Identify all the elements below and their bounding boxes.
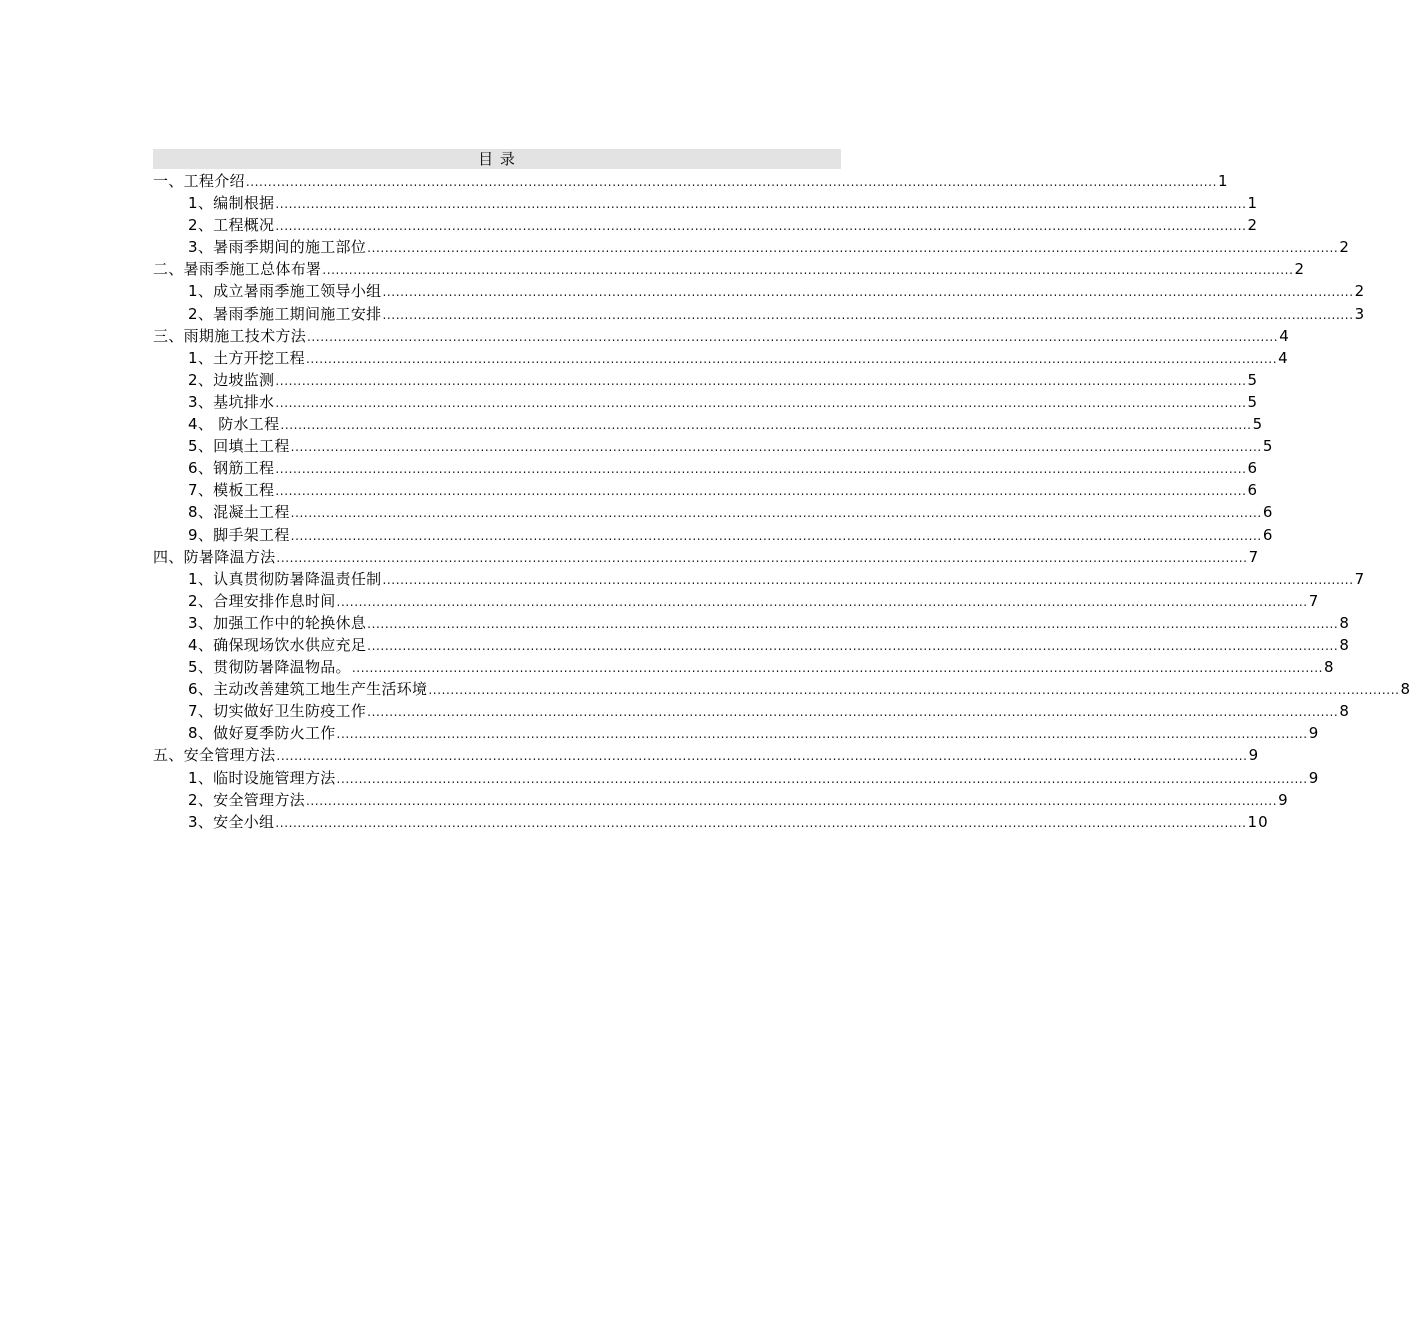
- toc-subsection-entry[interactable]: [153, 722, 1320, 744]
- toc-entry-page-number: 8: [1324, 658, 1335, 677]
- toc-entry-page-number: 2: [1339, 238, 1350, 257]
- toc-entry-label: 2、边坡监测: [188, 370, 275, 389]
- toc-entry-page-number: 1: [1218, 172, 1229, 190]
- toc-entry-page-number: 7: [1308, 591, 1320, 610]
- toc-dot-leader: ............................................................................................................................................................................................................................: [382, 307, 1354, 322]
- toc-subsection-entry[interactable]: [153, 214, 1259, 236]
- toc-entry-label: 1、土方开挖工程: [188, 348, 305, 367]
- toc-dot-leader: ............................................................................................................................................................................................................................: [367, 616, 1339, 631]
- toc-entry-label: 4、确保现场饮水供应充足: [188, 635, 367, 654]
- toc-subsection-entry[interactable]: [153, 811, 1269, 833]
- toc-subsection-entry[interactable]: [153, 568, 1366, 590]
- toc-subsection-entry[interactable]: [153, 767, 1320, 789]
- toc-subsection-entry[interactable]: [153, 634, 1350, 656]
- toc-entry-label: 4、 防水工程: [188, 415, 280, 434]
- toc-entry-page-number: 4: [1278, 348, 1289, 367]
- toc-entry-label: 6、钢筋工程: [188, 459, 275, 478]
- toc-entry-page-number: 6: [1247, 459, 1259, 478]
- toc-entry-label: 3、安全小组: [188, 812, 275, 831]
- toc-dot-leader: ............................................................................................................................................................................................................................: [367, 638, 1339, 653]
- toc-entry-page-number: 9: [1248, 746, 1260, 765]
- toc-dot-leader: ............................................................................................................................................................................................................................: [275, 373, 1247, 388]
- toc-entry-page-number: 5: [1262, 437, 1274, 456]
- toc-entry-label: 2、暑雨季施工期间施工安排: [188, 304, 382, 323]
- toc-entry-page-number: 7: [1248, 547, 1260, 566]
- toc-dot-leader: ............................................................................................................................................................................................................................: [290, 440, 1262, 455]
- toc-entry-page-number: 10: [1247, 812, 1269, 831]
- toc-subsection-entry[interactable]: [153, 479, 1259, 501]
- toc-dot-leader: ............................................................................................................................................................................................................................: [382, 285, 1354, 300]
- toc-dot-leader: ............................................................................................................................................................................................................................: [336, 727, 1308, 742]
- toc-entry-label: 2、合理安排作息时间: [188, 591, 336, 610]
- toc-entry-label: 3、基坑排水: [188, 392, 275, 411]
- toc-subsection-entry[interactable]: [153, 236, 1350, 258]
- toc-subsection-entry[interactable]: [153, 457, 1259, 479]
- toc-dot-leader: ............................................................................................................................................................................................................................: [336, 771, 1308, 786]
- toc-entry-page-number: 5: [1252, 415, 1264, 434]
- toc-entry-page-number: 2: [1354, 282, 1366, 301]
- toc-entry-label: 五、安全管理方法: [153, 746, 276, 765]
- toc-dot-leader: ............................................................................................................................................................................................................................: [307, 329, 1279, 344]
- toc-entry-label: 3、加强工作中的轮换休息: [188, 613, 367, 632]
- toc-entry-page-number: 8: [1400, 680, 1411, 699]
- toc-dot-leader: ............................................................................................................................................................................................................................: [275, 395, 1247, 410]
- toc-dot-leader: ............................................................................................................................................................................................................................: [351, 661, 1324, 676]
- toc-section-entry[interactable]: [153, 258, 1306, 280]
- toc-entry-page-number: 8: [1339, 613, 1350, 632]
- toc-entry-page-number: 9: [1308, 724, 1320, 743]
- toc-entry-page-number: 1: [1247, 194, 1259, 213]
- toc-entry-label: 2、安全管理方法: [188, 790, 305, 809]
- toc-subsection-entry[interactable]: [153, 347, 1289, 369]
- toc-entry-page-number: 7: [1354, 569, 1366, 588]
- toc-entry-label: 三、雨期施工技术方法: [153, 326, 307, 345]
- toc-title: 目 录: [153, 149, 841, 169]
- toc-subsection-entry[interactable]: [153, 612, 1350, 634]
- toc-entry-page-number: 9: [1278, 790, 1289, 809]
- toc-dot-leader: ............................................................................................................................................................................................................................: [322, 263, 1294, 278]
- toc-entry-label: 1、临时设施管理方法: [188, 768, 336, 787]
- toc-subsection-entry[interactable]: [153, 280, 1366, 302]
- toc-entry-label: 二、暑雨季施工总体布署: [153, 260, 322, 279]
- toc-entry-label: 1、编制根据: [188, 194, 275, 213]
- toc-entry-label: 6、主动改善建筑工地生产生活环境: [188, 680, 428, 699]
- toc-dot-leader: ............................................................................................................................................................................................................................: [290, 506, 1262, 521]
- toc-entry-page-number: 3: [1354, 304, 1366, 323]
- toc-entry-page-number: 6: [1247, 481, 1259, 500]
- toc-dot-leader: ............................................................................................................................................................................................................................: [382, 572, 1354, 587]
- toc-subsection-entry[interactable]: [153, 656, 1335, 678]
- toc-entry-page-number: 2: [1247, 216, 1259, 235]
- toc-entry-page-number: 5: [1247, 392, 1259, 411]
- toc-subsection-entry[interactable]: [153, 590, 1320, 612]
- toc-subsection-entry[interactable]: [153, 501, 1274, 523]
- toc-entry-label: 四、防暑降温方法: [153, 547, 276, 566]
- toc-entry-page-number: 9: [1308, 768, 1320, 787]
- toc-subsection-entry[interactable]: [153, 524, 1274, 546]
- toc-dot-leader: ............................................................................................................................................................................................................................: [276, 749, 1248, 764]
- toc-entry-page-number: 6: [1262, 503, 1274, 522]
- table-of-contents: [153, 149, 1411, 833]
- toc-dot-leader: ............................................................................................................................................................................................................................: [336, 594, 1308, 609]
- toc-dot-leader: ............................................................................................................................................................................................................................: [275, 197, 1247, 212]
- toc-entry-page-number: 4: [1279, 326, 1290, 345]
- toc-dot-leader: ............................................................................................................................................................................................................................: [276, 550, 1248, 565]
- toc-section-entry[interactable]: [153, 325, 1290, 347]
- toc-subsection-entry[interactable]: [153, 678, 1411, 700]
- toc-entry-page-number: 2: [1294, 260, 1306, 279]
- toc-dot-leader: ............................................................................................................................................................................................................................: [305, 793, 1278, 808]
- toc-dot-leader: ............................................................................................................................................................................................................................: [428, 683, 1400, 698]
- toc-entry-label: 3、暑雨季期间的施工部位: [188, 238, 367, 257]
- toc-subsection-entry[interactable]: [153, 303, 1366, 325]
- toc-entry-label: 8、混凝土工程: [188, 503, 290, 522]
- toc-subsection-entry[interactable]: [153, 391, 1259, 413]
- toc-dot-leader: ............................................................................................................................................................................................................................: [367, 241, 1339, 256]
- toc-section-entry[interactable]: [153, 744, 1260, 766]
- toc-dot-leader: ............................................................................................................................................................................................................................: [290, 528, 1262, 543]
- toc-dot-leader: ............................................................................................................................................................................................................................: [275, 219, 1247, 234]
- toc-entry-page-number: 8: [1339, 702, 1350, 721]
- toc-subsection-entry[interactable]: [153, 700, 1350, 722]
- toc-entry-label: 9、脚手架工程: [188, 525, 290, 544]
- toc-entry-page-number: 8: [1339, 635, 1350, 654]
- toc-section-entry[interactable]: [153, 170, 1229, 192]
- toc-entry-page-number: 6: [1262, 525, 1274, 544]
- toc-subsection-entry[interactable]: [153, 369, 1259, 391]
- toc-section-entry[interactable]: [153, 546, 1260, 568]
- toc-subsection-entry[interactable]: [153, 789, 1289, 811]
- toc-subsection-entry[interactable]: [153, 192, 1259, 214]
- toc-entry-label: 5、贯彻防暑降温物品。: [188, 658, 351, 677]
- toc-entry-page-number: 5: [1247, 370, 1259, 389]
- toc-dot-leader: ............................................................................................................................................................................................................................: [245, 175, 1217, 189]
- toc-dot-leader: ............................................................................................................................................................................................................................: [275, 815, 1247, 830]
- toc-dot-leader: ............................................................................................................................................................................................................................: [275, 484, 1247, 499]
- toc-entry-label: 2、工程概况: [188, 216, 275, 235]
- toc-entry-label: 1、认真贯彻防暑降温责任制: [188, 569, 382, 588]
- toc-dot-leader: ............................................................................................................................................................................................................................: [367, 705, 1339, 720]
- toc-subsection-entry[interactable]: [153, 413, 1264, 435]
- toc-subsection-entry[interactable]: [153, 435, 1274, 457]
- toc-entry-label: 8、做好夏季防火工作: [188, 724, 336, 743]
- toc-dot-leader: ............................................................................................................................................................................................................................: [275, 462, 1247, 477]
- toc-dot-leader: ............................................................................................................................................................................................................................: [280, 418, 1252, 433]
- toc-entry-label: 5、回填土工程: [188, 437, 290, 456]
- toc-entry-label: 1、成立暑雨季施工领导小组: [188, 282, 382, 301]
- toc-entry-label: 7、切实做好卫生防疫工作: [188, 702, 367, 721]
- toc-dot-leader: ............................................................................................................................................................................................................................: [305, 351, 1278, 366]
- toc-entry-list: [153, 170, 1411, 833]
- toc-entry-label: 一、工程介绍: [153, 172, 245, 190]
- toc-entry-label: 7、模板工程: [188, 481, 275, 500]
